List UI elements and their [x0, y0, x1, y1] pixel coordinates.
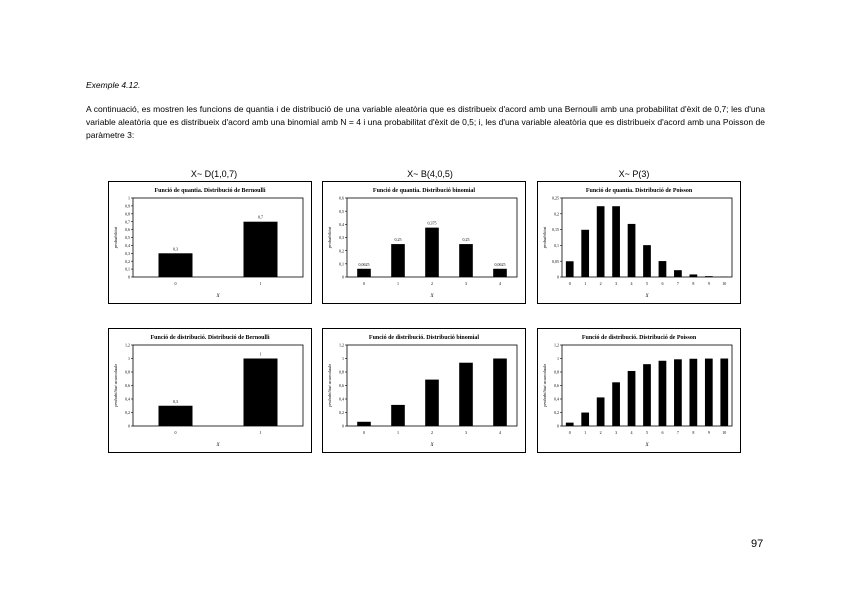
- y-tick-label: 0: [342, 274, 344, 280]
- bar: [628, 224, 636, 277]
- data-label: 0,0625: [494, 261, 506, 267]
- x-tick-label: 1: [584, 430, 587, 435]
- y-tick-label: 1: [128, 195, 130, 201]
- y-tick-label: 0,5: [339, 208, 344, 214]
- y-tick-label: 0,2: [125, 258, 130, 264]
- chart-bernoulli-quantia: [108, 181, 312, 304]
- y-tick-label: 0,6: [554, 383, 559, 389]
- x-tick-label: 5: [646, 281, 648, 286]
- x-tick-label: 6: [661, 430, 664, 435]
- y-tick-label: 0,1: [125, 266, 130, 272]
- chart-title: Funció de quantia. Distribució de Bernoulli: [154, 188, 266, 194]
- x-tick-label: 8: [692, 430, 695, 435]
- data-label: 0,25: [462, 237, 470, 243]
- data-label: 0,7: [258, 214, 263, 220]
- bar: [628, 371, 636, 426]
- data-label: 0,25: [394, 237, 402, 243]
- x-tick-label: 1: [259, 281, 262, 286]
- chart-poisson-quantia: [537, 181, 741, 304]
- bar: [597, 397, 605, 426]
- y-tick-label: 0,1: [339, 261, 344, 267]
- y-tick-label: 0,6: [125, 227, 130, 233]
- data-label: 0,0625: [358, 261, 370, 267]
- x-tick-label: 0: [174, 281, 177, 286]
- chart-svg: [538, 182, 740, 303]
- poisson-distribution-label: X~ P(3): [618, 169, 650, 179]
- bar: [581, 413, 589, 426]
- bar: [357, 422, 371, 426]
- bar: [391, 405, 405, 426]
- y-axis-label: probabilitat: [327, 226, 332, 249]
- y-axis-label: probabilitat acumulada: [113, 364, 118, 407]
- x-tick-label: 1: [584, 281, 587, 286]
- x-tick-label: 2: [599, 281, 602, 286]
- x-tick-label: 10: [722, 430, 727, 435]
- y-tick-label: 0: [342, 423, 344, 429]
- y-tick-label: 0: [557, 423, 559, 429]
- data-label: 0,3: [173, 246, 178, 252]
- bar: [357, 269, 371, 277]
- x-tick-label: 0: [363, 430, 365, 435]
- y-tick-label: 0,4: [125, 396, 130, 402]
- y-tick-label: 0: [557, 274, 559, 280]
- data-label: 0,375: [427, 220, 437, 226]
- bar: [705, 276, 713, 277]
- bar: [674, 359, 682, 426]
- x-tick-label: 5: [646, 430, 648, 435]
- x-tick-label: 3: [465, 281, 467, 286]
- bar: [391, 244, 405, 277]
- x-axis-label: X: [430, 294, 434, 299]
- x-axis-label: X: [645, 294, 649, 299]
- y-tick-label: 0,25: [552, 195, 559, 201]
- x-tick-label: 2: [431, 281, 433, 286]
- y-tick-label: 0,8: [339, 369, 344, 375]
- bar: [159, 253, 193, 277]
- bar: [643, 364, 651, 426]
- bar: [425, 228, 439, 277]
- y-tick-label: 0,3: [125, 250, 130, 256]
- bar: [493, 359, 507, 427]
- x-tick-label: 4: [499, 281, 501, 286]
- bar: [566, 423, 574, 426]
- x-tick-label: 6: [661, 281, 664, 286]
- y-tick-label: 0,6: [125, 383, 130, 389]
- y-tick-label: 0,5: [125, 235, 130, 241]
- bar: [674, 270, 682, 277]
- y-tick-label: 0,6: [339, 195, 344, 201]
- bar: [581, 230, 589, 277]
- x-tick-label: 3: [615, 281, 618, 286]
- bar: [459, 244, 473, 277]
- y-tick-label: 0,8: [125, 369, 130, 375]
- y-tick-label: 0,2: [125, 410, 130, 416]
- chart-svg: [323, 182, 525, 303]
- bar: [493, 269, 507, 277]
- data-label: 0,3: [173, 398, 178, 404]
- y-tick-label: 0,4: [339, 221, 344, 227]
- y-tick-label: 0: [128, 423, 130, 429]
- x-axis-label: X: [430, 443, 434, 448]
- x-tick-label: 10: [722, 281, 727, 286]
- y-tick-label: 0,05: [552, 258, 559, 264]
- x-tick-label: 1: [397, 281, 399, 286]
- y-tick-label: 0,15: [552, 227, 559, 233]
- chart-title: Funció de quantia. Distribució de Poisson: [585, 188, 693, 194]
- x-tick-label: 4: [630, 281, 633, 286]
- bernoulli-distribution-label: X~ D(1,0,7): [190, 169, 238, 179]
- x-tick-label: 2: [599, 430, 602, 435]
- chart-binomial-distribucio: [322, 328, 526, 453]
- y-tick-label: 0,2: [339, 248, 344, 254]
- x-tick-label: 7: [676, 281, 679, 286]
- bar: [597, 206, 605, 277]
- bar: [643, 245, 651, 277]
- x-axis-label: X: [645, 443, 649, 448]
- x-tick-label: 0: [568, 430, 571, 435]
- y-tick-label: 0,2: [554, 211, 559, 217]
- y-axis-label: probabilitat acumulada: [327, 364, 332, 407]
- y-tick-label: 0,4: [339, 396, 344, 402]
- y-tick-label: 0,1: [554, 243, 559, 248]
- y-tick-label: 1,2: [339, 342, 344, 348]
- y-tick-label: 1: [128, 356, 130, 362]
- x-tick-label: 4: [630, 430, 633, 435]
- x-tick-label: 1: [259, 430, 262, 435]
- y-tick-label: 0,2: [339, 410, 344, 416]
- bar: [612, 382, 620, 426]
- y-tick-label: 0,8: [125, 211, 130, 217]
- bar: [244, 222, 278, 277]
- y-tick-label: 1,2: [554, 342, 559, 348]
- x-tick-label: 1: [397, 430, 399, 435]
- chart-poisson-distribucio: [537, 328, 741, 453]
- bar: [690, 274, 698, 277]
- bar: [612, 206, 620, 277]
- chart-svg: [538, 329, 740, 452]
- y-tick-label: 1,2: [125, 342, 130, 348]
- y-axis-label: probabilitat acumulada: [542, 364, 547, 407]
- y-tick-label: 0,6: [339, 383, 344, 389]
- chart-title: Funció de distribució. Distribució binomial: [368, 335, 480, 341]
- bar: [159, 406, 193, 426]
- x-tick-label: 3: [465, 430, 467, 435]
- x-tick-label: 4: [499, 430, 501, 435]
- bar: [705, 359, 713, 426]
- x-axis-label: X: [216, 294, 220, 299]
- bar: [244, 359, 278, 427]
- intro-paragraph: A continuació, es mostren les funcions de quantia i de distribució de una variable aleatòria que es distribueix d'acord amb una Bernoulli amb una probabilitat d'èxit de 0,7; les d'una variable aleatòria que es distribueix d'acord amb una binomial amb N = 4 i una probabilitat d'èxit de 0,5; i, les d'una variable aleatòria que es distribueix d'acord amb una Poisson de paràmetre 3:: [86, 104, 765, 140]
- bar: [659, 361, 667, 426]
- y-tick-label: 0,9: [125, 203, 130, 209]
- y-tick-label: 0,4: [554, 396, 559, 402]
- example-title: Exemple 4.12.: [86, 80, 141, 90]
- chart-title: Funció de distribució. Distribució de Bernoulli: [150, 335, 270, 341]
- bar: [459, 363, 473, 426]
- chart-svg: [109, 329, 311, 452]
- bar: [659, 261, 667, 277]
- x-tick-label: 9: [707, 430, 710, 435]
- y-tick-label: 0,7: [125, 219, 130, 225]
- bar: [425, 380, 439, 426]
- chart-svg: [323, 329, 525, 452]
- y-tick-label: 0,4: [125, 243, 130, 248]
- y-tick-label: 1: [557, 356, 559, 362]
- binomial-distribution-label: X~ B(4,0,5): [407, 169, 453, 179]
- bar: [566, 261, 574, 277]
- bar: [720, 359, 728, 426]
- x-tick-label: 7: [676, 430, 679, 435]
- y-tick-label: 0,2: [554, 410, 559, 416]
- y-tick-label: 0: [128, 274, 130, 280]
- x-axis-label: X: [216, 443, 220, 448]
- x-tick-label: 2: [431, 430, 433, 435]
- chart-bernoulli-distribucio: [108, 328, 312, 453]
- page-number: 97: [751, 538, 764, 550]
- x-tick-label: 0: [568, 281, 571, 286]
- chart-binomial-quantia: [322, 181, 526, 304]
- x-tick-label: 0: [174, 430, 177, 435]
- y-tick-label: 1: [342, 356, 344, 362]
- data-label: 1: [259, 351, 262, 357]
- chart-title: Funció de distribució. Distribució de Poisson: [581, 335, 697, 341]
- chart-title: Funció de quantia. Distribució binomial: [372, 188, 476, 194]
- y-tick-label: 0,8: [554, 369, 559, 375]
- x-tick-label: 8: [692, 281, 695, 286]
- x-tick-label: 9: [707, 281, 710, 286]
- y-axis-label: probabilitat: [542, 226, 547, 249]
- x-tick-label: 3: [615, 430, 618, 435]
- y-axis-label: probabilitat: [113, 226, 118, 249]
- y-tick-label: 0,3: [339, 235, 344, 241]
- bar: [690, 359, 698, 426]
- chart-svg: [109, 182, 311, 303]
- x-tick-label: 0: [363, 281, 365, 286]
